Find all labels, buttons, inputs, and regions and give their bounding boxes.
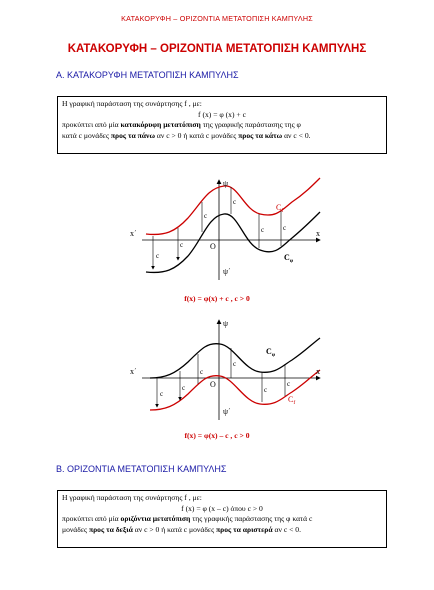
text-run: προκύπτει από μία — [62, 514, 121, 523]
text-run: κατά c μονάδες — [62, 130, 111, 140]
text-run: αν c > 0 ή κατά c μονάδες — [155, 130, 239, 140]
label-c: c — [204, 212, 208, 220]
curve-c-phi — [150, 338, 320, 378]
label-c: c — [233, 360, 237, 368]
bold-run: προς τα κάτω — [238, 130, 283, 140]
axis-label-y-neg: ψ΄ — [223, 407, 231, 416]
section-b-body-line1 — [62, 514, 382, 525]
cf-letter: C — [276, 203, 282, 212]
figure-2-caption: f(x) = φ(x) – c , c > 0 — [184, 431, 250, 440]
label-c: c — [156, 252, 160, 260]
cf-subscript: f — [293, 400, 296, 406]
page-title: ΚΑΤΑΚΟΡΥΦΗ – ΟΡΙΖΟΝΤΙΑ ΜΕΤΑΤΟΠΙΣΗ ΚΑΜΠΥΛΗΣ — [67, 43, 367, 55]
label-c: c — [261, 226, 265, 234]
bold-run: οριζόντια μετατόπιση — [120, 514, 191, 523]
text-run: αν c < 0. — [282, 130, 311, 140]
cf-letter: C — [288, 395, 294, 404]
label-c: c — [283, 224, 287, 232]
label-c: c — [264, 386, 268, 394]
bold-run: προς τα αριστερά — [216, 524, 273, 534]
bold-run: προς τα δεξιά — [88, 524, 133, 534]
axis-label-y: ψ — [223, 179, 229, 188]
curve-c-phi — [146, 212, 320, 272]
axis-label-x: x — [316, 229, 320, 238]
curve-c-f — [146, 178, 320, 234]
section-b-definition-box — [57, 490, 387, 548]
axis-label-y: ψ — [223, 319, 229, 328]
label-c: c — [233, 198, 237, 206]
cphi-letter: C — [284, 253, 290, 262]
curve-label-cphi — [284, 253, 294, 264]
section-b-heading: Β. ΟΡΙΖΟΝΤΙΑ ΜΕΤΑΤΟΠΙΣΗ ΚΑΜΠΥΛΗΣ — [56, 464, 227, 474]
text-run: αν c < 0. — [272, 524, 301, 534]
label-c: c — [182, 384, 186, 392]
section-a-definition-box — [57, 96, 387, 154]
section-a-intro: Η γραφική παράσταση της συνάρτησης f , με: — [62, 99, 202, 108]
figure-2-graph — [120, 314, 335, 426]
section-a-body-line2 — [62, 131, 382, 142]
label-c: c — [200, 368, 204, 376]
curve-label-cphi — [266, 347, 276, 358]
cphi-subscript: φ — [289, 258, 294, 264]
cf-subscript: f — [281, 208, 284, 214]
section-b-body-line2 — [62, 525, 382, 536]
text-run: της γραφικής παράστασης της φ κατά c — [190, 514, 313, 523]
figure-1-graph — [120, 172, 335, 290]
curve-label-cf — [288, 395, 295, 406]
running-header: ΚΑΤΑΚΟΡΥΦΗ – ΟΡΙΖΟΝΤΙΑ ΜΕΤΑΤΟΠΙΣΗ ΚΑΜΠΥΛΗΣ — [121, 14, 313, 23]
axis-label-x-neg: x΄ — [130, 367, 137, 376]
text-run: αν c > 0 ή κατά c μονάδες — [132, 524, 217, 534]
bold-run: προς τα πάνω — [110, 130, 155, 140]
section-a-equation: f (x) = φ (x) + c — [198, 109, 246, 119]
text-run: μονάδες — [62, 524, 89, 534]
cphi-letter: C — [266, 347, 272, 356]
section-b-intro: Η γραφική παράσταση της συνάρτησης f , με: — [62, 493, 202, 502]
axis-label-x-neg: x΄ — [130, 229, 137, 238]
label-c: c — [180, 241, 184, 249]
text-run: της γραφικής παράστασης της φ — [200, 120, 301, 129]
axis-label-x: x — [316, 367, 320, 376]
axis-label-y-neg: ψ΄ — [223, 267, 231, 276]
origin-label: O — [210, 242, 216, 251]
label-c: c — [160, 390, 164, 398]
section-a-heading: Α. ΚΑΤΑΚΟΡΥΦΗ ΜΕΤΑΤΟΠΙΣΗ ΚΑΜΠΥΛΗΣ — [56, 70, 239, 80]
bold-run: κατακόρυφη μετατόπιση — [120, 120, 201, 129]
section-a-body-line1 — [62, 120, 382, 131]
figure-1-caption: f(x) = φ(x) + c , c > 0 — [184, 294, 250, 303]
cphi-subscript: φ — [271, 352, 276, 358]
origin-label: O — [210, 380, 216, 389]
section-b-equation: f (x) = φ (x – c) όπου c > 0 — [181, 503, 263, 513]
label-c: c — [287, 380, 291, 388]
text-run: προκύπτει από μία — [62, 120, 121, 129]
